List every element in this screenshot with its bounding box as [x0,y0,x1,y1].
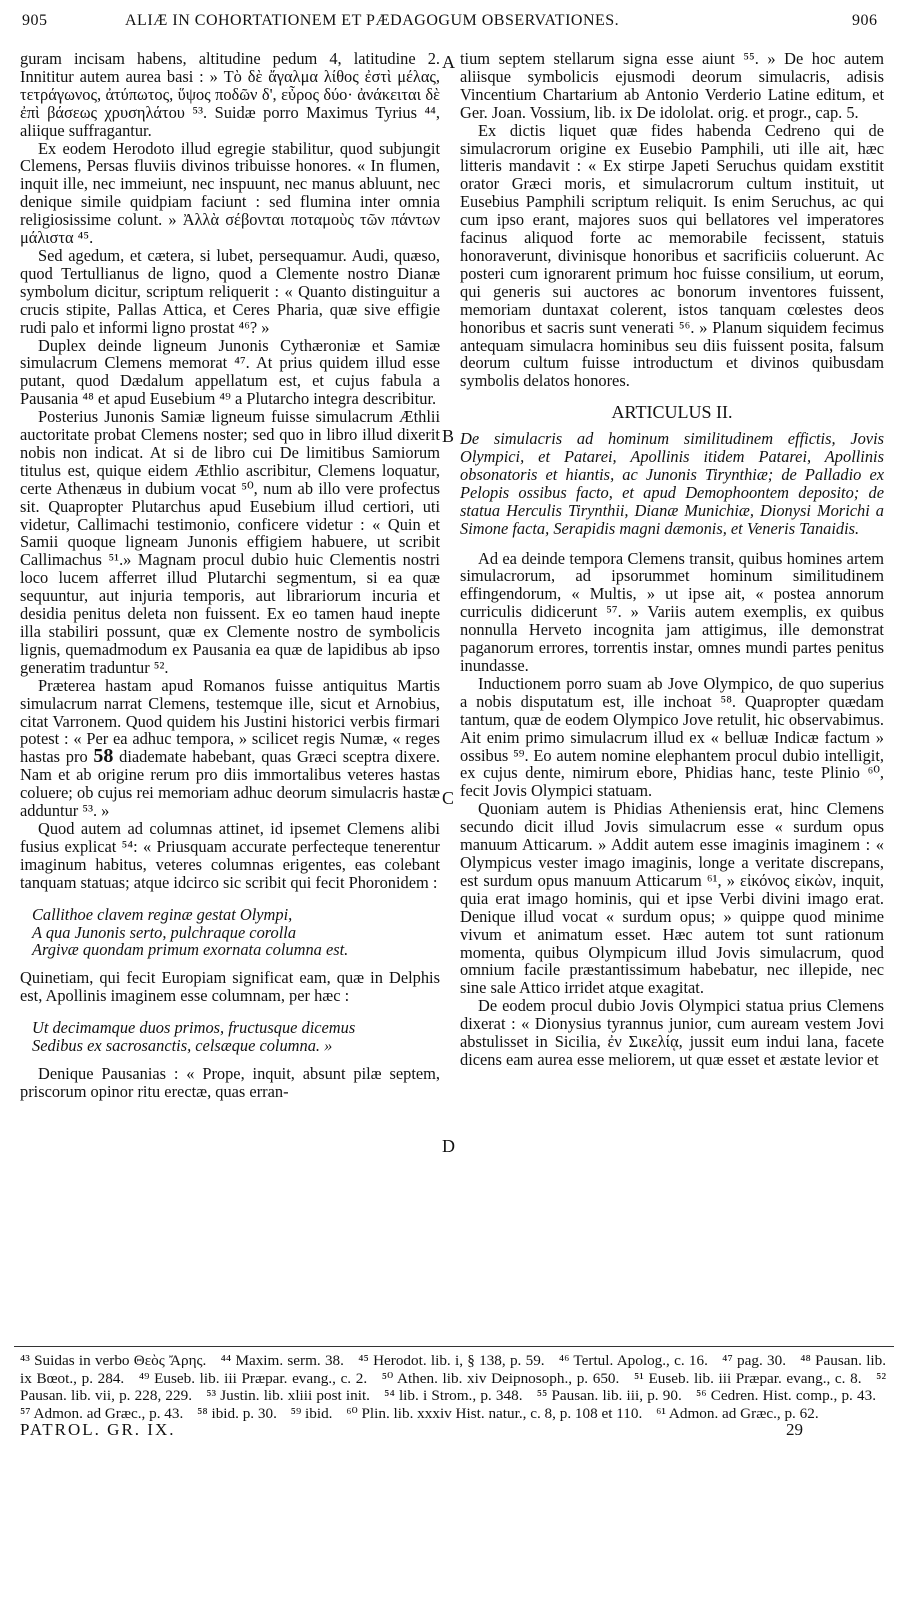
verse-line: Callithoe clavem reginæ gestat Olympi, [32,904,293,924]
footnote: ⁴⁶ Tertul. Apolog., c. 16. [558,1352,708,1369]
footnote: ⁵⁷ Admon. ad Græc., p. 43. [20,1404,184,1422]
right-column [460,50,884,1069]
paragraph: Posterius Junonis Samiæ ligneum fuisse simulacrum Æthlii auctoritate probat Clemens noster; sed quo in libro illud dixerit nobis non indicat. At si de libro cui De limitibus Samiorum titulus est, quique eidem Æthlio ascribitur, Clemens loquatur, certe Athenæus in dubium vocat ⁵⁰, num ab illo vere profectus sit. Quapropter Plutarchus apud Eusebium illud certiori, uti videtur, Callimachi testimonio, conficere videtur : « Quin et Samii quoque ligneam Junonis effigiem habuere, ut scribit Callimachus ⁵¹.» Magnam procul dubio huic Clementis nostri loco lucem afferret illud Plutarchi segmentum, si ea quæ sequuntur, aut injuria temporis, aut librariorum incuria et desidia penitus deleta non fuissent. Ex eo tamen haud inepte illa stabiliri possunt, quæ ex Clemente nostro de symbolicis lignis, quemadmodum ex Pausania ea quæ de lapidibus ab ipso generatim traduntur ⁵². [20,407,440,677]
left-column [20,50,440,1101]
footnote: ⁵⁵ Pausan. lib. iii, p. 90. [536,1387,682,1404]
paragraph: Duplex deinde ligneum Junonis Cythæroniæ et Samiæ simulacrum Clemens memorat ⁴⁷. At prius quidem illud esse putant, quod Dædalum appellatum est, et cujus fabula a Pausania ⁴⁸ et apud Eusebium ⁴⁹ a Plutarcho integra describitur. [20,335,440,409]
article-summary: De simulacris ad hominum similitudinem effictis, Jovis Olympici, et Patarei, Apollinis itidem Patarei, Apollinis obsonatoris et hiantis, ac Junonis Tirynthiæ; de Palladio ex Pelopis ossibus facto, et apud Demophoontem deposito; de statua Herculis Tirynthii, Dianæ Munichiæ, Dionysi Morichi a Simone facta, Serapidis magni dæmonis, et Veneris Tanaidis. [460,429,884,538]
footnote: ⁴⁷ pag. 30. [722,1352,786,1369]
paragraph: Ex eodem Herodoto illud egregie stabilitur, quod subjungit Clemens, Persas fluviis divinos tribuisse honores. « In flumen, inquit ille, nec immeiunt, nec inspuunt, nec manus abluunt, nec denique simile quidpiam faciunt : sed flumina inter omnia religiosissime colunt. » Ἀλλὰ σέβονται ποταμοὺς τῶν πάντων μάλιστα ⁴⁵. [20,138,440,248]
footnotes [20,1352,886,1422]
footnote: ⁴³ Suidas in verbo Θεὸς Ἄρης. [20,1352,207,1369]
margin-letter-d: D [442,1136,455,1156]
verse-block [32,1019,440,1055]
paragraph: Quinetiam, qui fecit Europiam significat eam, quæ in Delphis est, Apollinis imaginem esse columnam, per hæc : [20,968,440,1006]
verse-line: Argivæ quondam primum exornata columna est. [32,940,349,960]
footnote-rule [14,1346,894,1347]
paragraph: Quoniam autem is Phidias Atheniensis erat, hinc Clemens secundo dicit illud Jovis simulacrum esse « surdum opus manuum Atticarum. » Addit autem esse imaginis imaginem : « Olympicus vester imago imaginis, longe a veritate discrepans, est surdum opus manuum Atticarum ⁶¹, » εἰκόνος εἰκὼν, inquit, quia erat imago hominis, qui et ipse Verbi divini imago erat. Denique illud vocat « surdum opus; » quippe quod minime vivum et animatum esset. Hæc autem tot sunt rationum momenta, quibus Olympicum illud Jovis simulacrum, quod omnium facile præstantissimum habebatur, nec illepide, nec sine sale Attico irridet atque exagitat. [460,799,884,998]
footnote: ⁵³ Justin. lib. xliii post init. [206,1387,370,1404]
page-number-right: 906 [852,12,878,29]
sheet-number: 29 [786,1420,803,1439]
paragraph: Ad ea deinde tempora Clemens transit, quibus homines artem simulacrorum, ad ipsorummet hominum similitudinem effingendorum, « Multis, » ut ipse ait, « postea annorum curriculis didicerunt ⁵⁷. » Variis autem exemplis, ex quibus nonnulla Herveto incognita jam attigimus, ille demonstrat paganorum errores, torrentis instar, omnes mundi partes penitus inundasse. [460,548,884,675]
paragraph: Quod autem ad columnas attinet, id ipsemet Clemens alibi fusius explicat ⁵⁴: « Priusquam accurate perfecteque tenerentur imaginum habitus, veteres columnas erigentes, eas colebant tanquam statuas; atque idcirco sic scribit qui fecit Phoronidem : [20,818,440,892]
verse-line: Ut decimamque duos primos, fructusque dicemus [32,1018,356,1038]
paragraph: Sed agedum, et cætera, si lubet, persequamur. Audi, quæso, quod Tertullianus de ligno, quod a Clemente nostro Dianæ symbolum dicitur, scriptum reliquerit : « Quanto distinguitur a crucis stipite, Pallas Attica, et Ceres Pharia, quæ sive effigie rudi palo et informi ligno prostat ⁴⁶? » [20,245,440,337]
footnote: ⁵⁶ Cedren. Hist. comp., p. 43. [695,1387,877,1404]
footnote: ⁴⁹ Euseb. lib. iii Præpar. evang., c. 2. [138,1369,368,1387]
paragraph: tium septem stellarum signa esse aiunt ⁵⁵. » De hoc autem aliisque symbolicis ejusmodi deorum simulacris, adisis Vincentium Chartarium ab Antonio Verderio Latine editum, et Ger. Joan. Vossium, lib. ix De idololat. orig. et progr., cap. 5. [460,49,884,122]
page-number-left: 905 [22,12,48,29]
running-header [0,12,908,38]
footnote: ⁶¹ Admon. ad Græc., p. 62. [656,1404,819,1422]
footnote: ⁶⁰ Plin. lib. xxxiv Hist. natur., c. 8, p. 108 et 110. [346,1404,643,1422]
paragraph: De eodem procul dubio Jovis Olympici statua prius Clemens dixerat : « Dionysius tyrannus junior, cum auream vestem Jovi abstulisset in Sicilia, ἐν Σικελίᾳ, jussit eum indui lana, facete dicens eam aurea esse meliorem, ut quæ esset et æstate levior et [460,996,884,1069]
article-heading: ARTICULUS II. [611,402,733,423]
verse-line: A qua Junonis serto, pulchraque corolla [32,922,297,942]
margin-letter-c: C [442,788,455,808]
text-fragment: diademate habebant, quas Græci sceptra dixere. Nam et ab origine rerum pro diis immortalibus veteres hastas coluere; ob cujus rei memoriam adhuc deorum simulacris hastæ adduntur ⁵³. » [20,747,441,821]
running-title: ALIÆ IN COHORTATIONEM ET PÆDAGOGUM OBSERVATIONES. [125,12,620,29]
verse-block [32,906,440,960]
footnote: ⁵² Pausan. lib. vii, p. 228, 229. [20,1369,887,1404]
paragraph [20,677,440,820]
verse-line: Sedibus ex sacrosanctis, celsæque columna. » [32,1036,333,1056]
text-fragment: Præterea hastam apud Romanos fuisse antiquitus Martis simulacrum narrat Clemens, testemque ille, sicut et Arnobius, citat Varronem. Quod quidem his Justini historici verbis firmari potest : « Per ea adhuc tempora, » scilicet regis Numæ, « reges hastas pro [20,675,440,767]
footnote: ⁵¹ Euseb. lib. iii Præpar. evang., c. 8. [633,1369,862,1387]
footnote: ⁵⁸ ibid. p. 30. [197,1404,277,1422]
footnote: ⁴⁴ Maxim. serm. 38. [220,1352,344,1369]
paragraph: Ex dictis liquet quæ fides habenda Cedreno qui de simulacrorum origine ex Eusebio Pamphili, uti ille ait, hæc litteris mandavit : « Ex stirpe Japeti Seruchus quidam exstitit orator Græci moris, et simulacrorum cultum instituit, ut Eusebius Pamphili scriptum reliquit. Is enim Seruchus, ac qui cum ipso erant, majores suos qui bellatores vel imperatores facinus aliquod forte ac memorabile fecissent, statuis honoraverunt, divinisque honoribus et sacrificiis coluerunt. Ac posteri cum ignorarent primum hoc fuisse consilium, ut eorum, qui generis sui auctores ac bonorum inventores fuissent, memoriam duntaxat colerent, istos tanquam cœlestes deos honoribus et sacris sunt venerati ⁵⁶. » Planum siquidem fecimus antequam simulacra hominibus seu diis fuissent posita, falsum deorum cultum fuisse introductum et divinos quibusdam symbolis delatos honores. [460,120,884,391]
series-title: PATROL. GR. IX. [20,1420,176,1439]
margin-letter-a: A [442,52,455,72]
footnote: ⁴⁵ Herodot. lib. i, § 138, p. 59. [358,1352,545,1369]
paragraph: guram incisam habens, altitudine pedum 4, latitudine 2. Innititur autem aurea basi : » Τὸ δὲ ἄγαλμα λίθος ἐστὶ μέλας, τετράγωνος, ἀτύπωτος, ὕψος ποδῶν δ', εὖρος δύο· ἀνάκειται δὲ ἐπὶ βάσεως χρυσηλάτου ⁵³. Suidæ porro Maximus Tyrius ⁴⁴, aliique suffragantur. [20,49,440,140]
paragraph: Denique Pausanias : « Prope, inquit, absunt pilæ septem, priscorum opinor ritu erectæ, quas erran- [20,1063,440,1101]
sheet-marker: 58 [93,745,114,768]
paragraph: Inductionem porro suam ab Jove Olympico, de quo superius a nobis disputatum est, ille inchoat ⁵⁸. Quapropter quædam tantum, quæ de eodem Olympico Jove retulit, hic observabimus. Ait enim primo simulacrum illud ex « belluæ Indicæ factum » ossibus ⁵⁹. Eo autem nomine elephantem procul dubio intelligit, ex cujus dente, nimirum ebore, Phidias hanc, teste Plinio ⁶⁰, fecit Jovis Olympici statuam. [460,673,884,801]
margin-letter-b: B [442,426,455,446]
footnote: ⁵⁴ lib. i Strom., p. 348. [384,1387,523,1404]
page-footer [20,1420,900,1442]
footnote: ⁴⁸ Pausan. lib. ix Bœot., p. 284. [20,1352,887,1387]
footnote: ⁵⁰ Athen. lib. xiv Deipnosoph., p. 650. [381,1369,620,1387]
footnote: ⁵⁹ ibid. [290,1404,333,1422]
